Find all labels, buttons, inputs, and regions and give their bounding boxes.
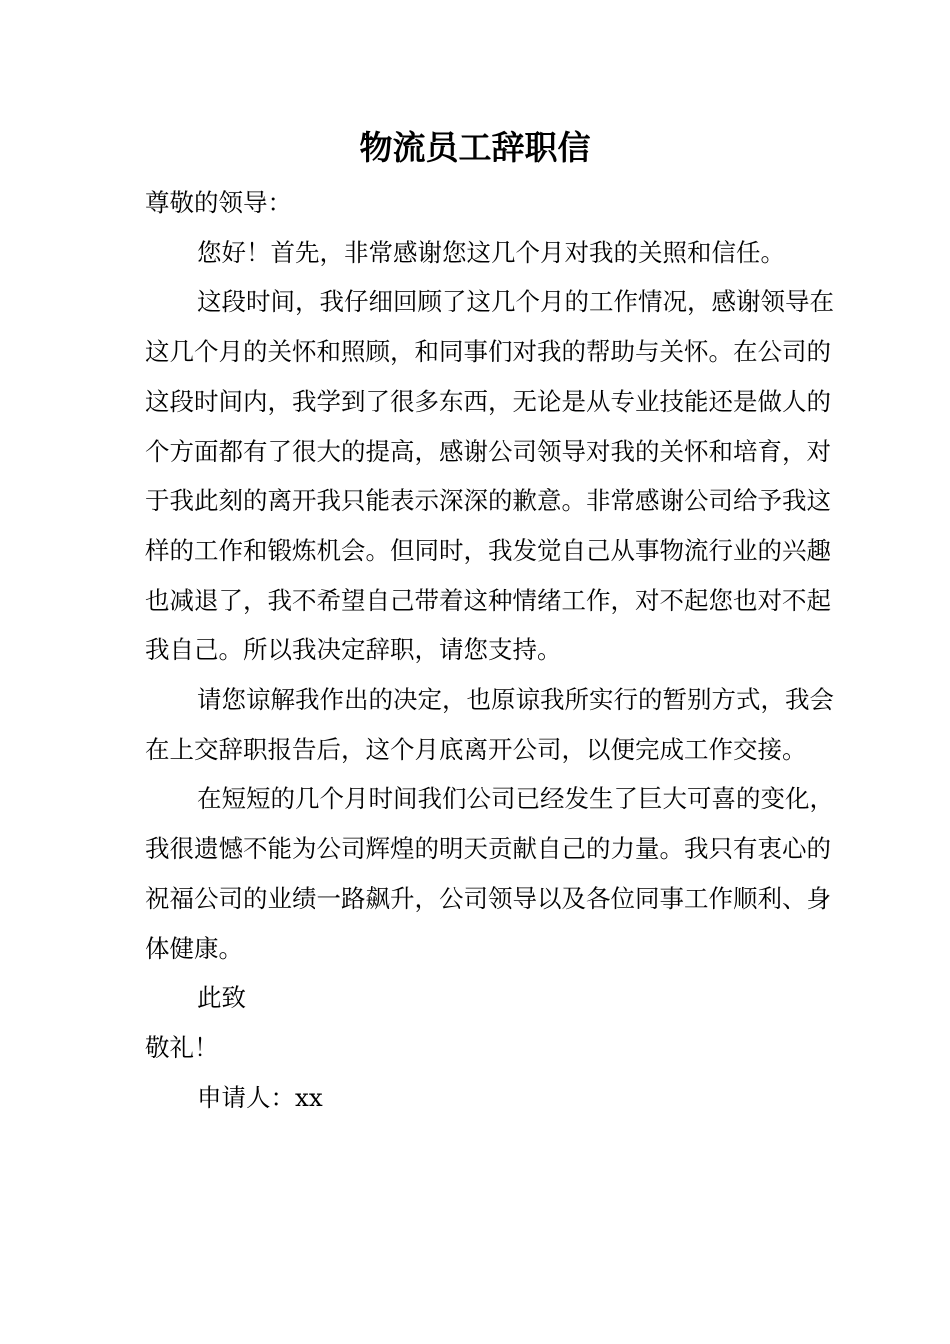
paragraph-request: 请您谅解我作出的决定，也原谅我所实行的暂别方式，我会在上交辞职报告后，这个月底离开公司，以便完成工作交接。 (145, 685, 834, 764)
closing-jingli: 敬礼！ (145, 1032, 219, 1062)
salutation: 尊敬的领导： (145, 188, 292, 217)
paragraph-wishes: 在短短的几个月时间我们公司已经发生了巨大可喜的变化，我很遗憾不能为公司辉煌的明天贡献自己的力量。我只有衷心的祝福公司的业绩一路飙升，公司领导以及各位同事工作顺利、身体健康。 (145, 784, 834, 963)
document-title: 物流员工辞职信 (359, 128, 591, 167)
signature: 申请人：xx (197, 1082, 323, 1112)
paragraph-reflection: 这段时间，我仔细回顾了这几个月的工作情况，感谢领导在这几个月的关怀和照顾，和同事们对我的帮助与关怀。在公司的这段时间内，我学到了很多东西，无论是从专业技能还是做人的个方面都有了很大的提高，感谢公司领导对我的关怀和培育，对于我此刻的离开我只能表示深深的歉意。非常感谢公司给予我这样的工作和锻炼机会。但同时，我发觉自己从事物流行业的兴趣也减退了，我不希望自己带着这种情绪工作，对不起您也对不起我自己。所以我决定辞职，请您支持。 (145, 287, 834, 665)
paragraph-greeting: 您好！首先，非常感谢您这几个月对我的关照和信任。 (197, 237, 785, 267)
closing-cizhi: 此致 (197, 983, 246, 1013)
letter-body (145, 178, 835, 1122)
